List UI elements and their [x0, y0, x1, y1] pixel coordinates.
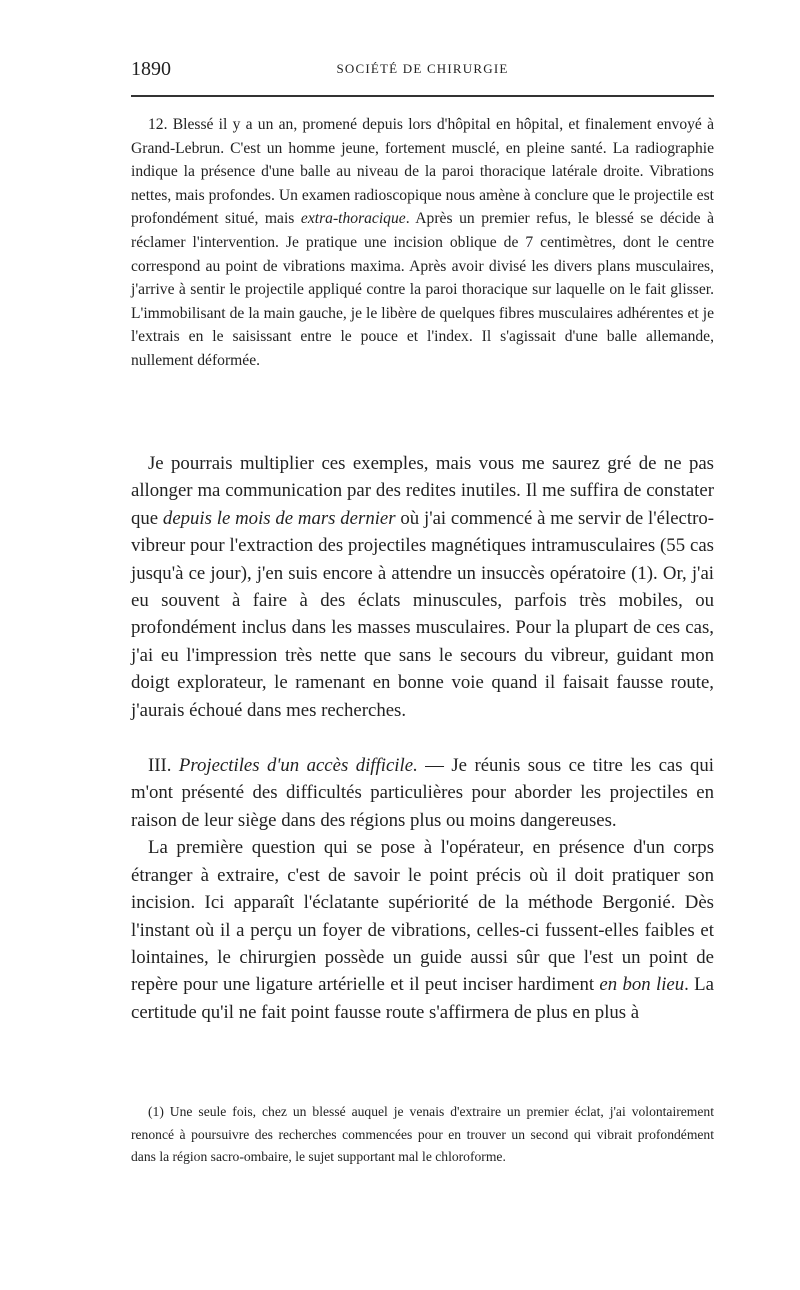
paragraph-1-end: où j'ai commencé à me servir de l'électro-vibreur pour l'extraction des projectiles magnétiques intramusculaires (55 cas jusqu'à ce jour), j'en suis encore à attendre un insuccès opératoire (1). Or, j'ai eu souvent à faire à des éclats minuscules, parfois très mobiles, ou profondément inclus dans les masses musculaires. Pour la plupart de ces cas, j'ai eu l'impression très nette que sans le secours du vibreur, guidant mon doigt explorateur, le ramenant en bonne voie quand il faisait fausse route, j'aurais échoué dans mes recherches.	[131, 507, 714, 721]
paragraph-3-start: La première question qui se pose à l'opérateur, en présence d'un corps étranger à extraire, c'est de savoir le point précis où il doit pratiquer son incision. Ici apparaît l'éclatante supériorité de la méthode Bergonié. Dès l'instant où il a perçu un foyer de vibrations, celles-ci fussent-elles faibles et lointaines, le chirurgien possède un guide aussi sûr que l'est un point de repère pour une ligature artérielle et il peut inciser hardiment	[131, 837, 714, 996]
paragraph-1-start: Je pourrais multiplier ces exemples, mais vous me saurez gré de ne pas allonger ma communication par des redites inutiles. Il me suffira de constater que	[131, 453, 714, 529]
main-text	[131, 450, 714, 1026]
page-number: 1890	[131, 58, 171, 80]
running-title: SOCIÉTÉ DE CHIRURGIE	[336, 61, 509, 76]
section-3-title: Projectiles d'un accès difficile.	[178, 755, 418, 777]
footnote-text: (1) Une seule fois, chez un blessé auquel je venais d'extraire un premier éclat, j'ai volontairement renoncé à poursuivre des recherches commencées pour en trouver un second qui vibrait profondément dans la région sacro-ombaire, le sujet supportant mal le chloroforme.	[131, 1104, 714, 1164]
paragraph-3	[131, 834, 714, 1026]
section-3-number: III.	[148, 755, 172, 777]
case-12-text	[131, 113, 714, 373]
case-12-text-end: . Après un premier refus, le blessé se décide à réclamer l'intervention. Je pratique une incision oblique de 7 centimètres, dont le centre correspond au point de vibrations maxima. Après avoir divisé les divers plans musculaires, j'arrive à sentir le projectile appliqué contre la paroi thoracique sur laquelle on le fait glisser. L'immobilisant de la main gauche, je le libère de quelques fibres musculaires adhérentes et je l'extrais en le saisissant entre le pouce et l'index. Il s'agissait d'une balle allemande, nullement déformée.	[131, 210, 714, 369]
paragraph-1	[131, 450, 714, 724]
paragraph-1-italic: depuis le mois de mars dernier	[162, 507, 396, 529]
case-12-text-start: 12. Blessé il y a un an, promené depuis lors d'hôpital en hôpital, et finalement envoyé à Grand-Lebrun. C'est un homme jeune, fortement musclé, en pleine santé. La radiographie indique la présence d'une balle au niveau de la paroi thoracique latérale droite. Vibrations nettes, mais profondes. Un examen radioscopique nous amène à conclure que le projectile est profondément situé, mais	[131, 116, 714, 228]
header-rule	[131, 95, 714, 97]
section-3-paragraph	[131, 752, 714, 834]
footnote	[131, 1101, 714, 1169]
page-header	[131, 58, 714, 88]
paragraph-3-end: . La certitude qu'il ne fait point fausse route s'affirmera de plus en plus à	[131, 974, 714, 1023]
paragraph-3-italic: en bon lieu	[599, 974, 685, 996]
case-12-paragraph	[131, 113, 714, 373]
case-12-italic: extra-thoracique	[300, 210, 406, 228]
section-3-text: — Je réunis sous ce titre les cas qui m'ont présenté des difficultés particulières pour aborder les projectiles en raison de leur siège dans des régions plus ou moins dangereuses.	[131, 755, 714, 831]
